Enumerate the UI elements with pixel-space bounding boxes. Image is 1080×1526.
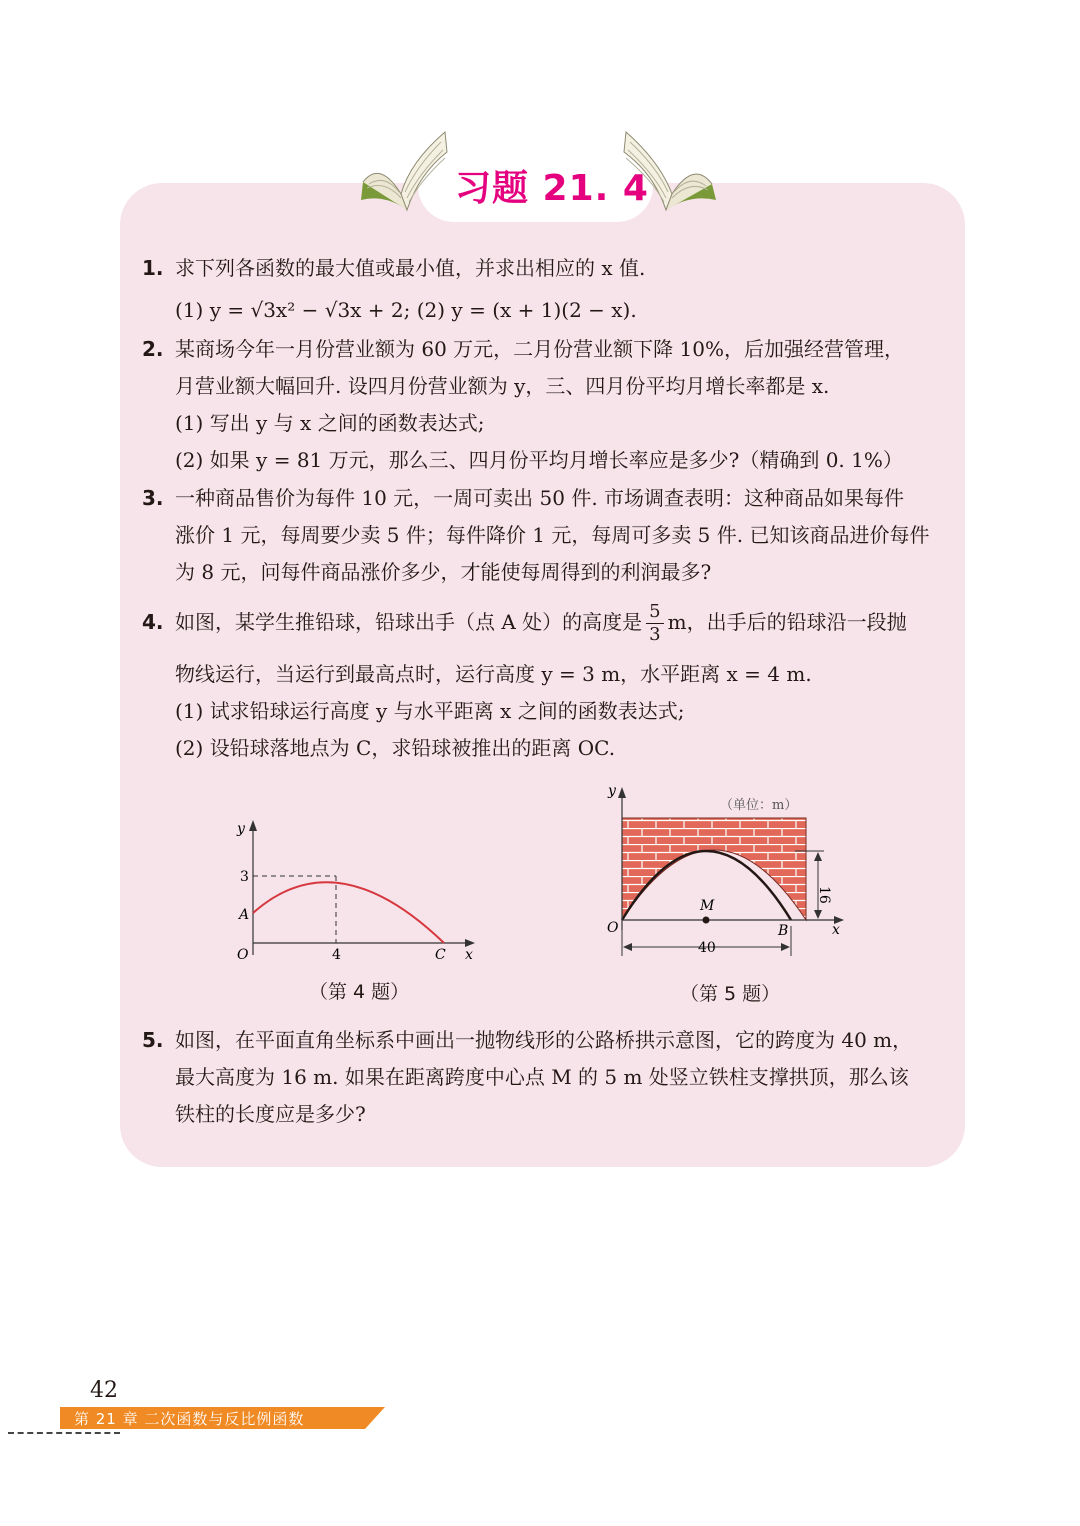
figure-4-caption: （第 4 题） [309, 981, 410, 1003]
exercise-title: 习题 21. 4 [455, 168, 649, 209]
point-m-label: M [700, 898, 715, 914]
span-arrow-right-icon [781, 943, 790, 951]
span-arrow-left-icon [623, 943, 632, 951]
origin-label: O [607, 920, 619, 936]
problem-number: 2. [142, 337, 164, 361]
dotted-divider [8, 1432, 120, 1434]
figure-4-diagram [225, 815, 485, 965]
y-axis-label: y [237, 821, 245, 837]
fraction-numerator: 5 [646, 601, 663, 624]
span-label: 40 [698, 940, 716, 956]
y-axis-arrow-icon [618, 787, 626, 798]
problem-number: 4. [142, 610, 164, 634]
problem-4-text: m，出手后的铅球沿一段抛 [667, 610, 907, 634]
trajectory-curve [253, 882, 444, 943]
problem-4-line [175, 596, 907, 648]
figure-5-diagram [600, 780, 860, 965]
height-arrow-up-icon [814, 852, 822, 861]
y-axis-arrow-icon [249, 820, 257, 831]
figure-5-caption: （第 5 题） [680, 983, 781, 1005]
height-label: 16 [816, 886, 832, 904]
problem-number: 1. [142, 256, 164, 280]
problem-4-part: (1) 试求铅球运行高度 y 与水平距离 x 之间的函数表达式; [175, 699, 685, 723]
problem-5-line: 铁柱的长度应是多少? [175, 1102, 366, 1126]
problem-number: 5. [142, 1028, 164, 1052]
problem-4-line: 物线运行，当运行到最高点时，运行高度 y = 3 m，水平距离 x = 4 m. [175, 662, 812, 686]
problem-3-line: 涨价 1 元，每周要少卖 5 件；每件降价 1 元，每周可多卖 5 件. 已知该商品进价每件 [175, 523, 930, 547]
problem-2-line: 某商场今年一月份营业额为 60 万元，二月份营业额下降 10%，后加强经营管理， [175, 337, 904, 361]
problem-1-stem: 求下列各函数的最大值或最小值，并求出相应的 x 值. [175, 256, 646, 280]
fraction [646, 601, 663, 646]
tick-label-y: 3 [240, 869, 249, 885]
tick-label-x: 4 [332, 947, 341, 963]
point-c-label: C [435, 947, 446, 963]
problem-2-part: (1) 写出 y 与 x 之间的函数表达式; [175, 411, 485, 435]
height-arrow-down-icon [814, 910, 822, 919]
point-b-label: B [778, 923, 789, 939]
page-number: 42 [90, 1378, 118, 1403]
problem-4-text: 如图，某学生推铅球，铅球出手（点 A 处）的高度是 [175, 610, 643, 634]
problem-4-part: (2) 设铅球落地点为 C，求铅球被推出的距离 OC. [175, 736, 616, 760]
point-m-dot [703, 917, 710, 924]
problem-3-line: 一种商品售价为每件 10 元，一周可卖出 50 件. 市场调查表明：这种商品如果每件 [175, 486, 905, 510]
problem-1-parts: (1) y = √3x² − √3x + 2; (2) y = (x + 1)(2 − x). [175, 298, 637, 322]
y-axis-label: y [608, 783, 616, 799]
open-book-left-icon [355, 122, 450, 217]
x-axis-arrow-icon [465, 939, 475, 947]
x-axis-label: x [832, 922, 840, 938]
chapter-title: 第 21 章 二次函数与反比例函数 [74, 1410, 305, 1428]
x-axis-label: x [465, 947, 473, 963]
problem-5-line: 如图，在平面直角坐标系中画出一抛物线形的公路桥拱示意图，它的跨度为 40 m， [175, 1028, 913, 1052]
origin-label: O [237, 947, 249, 963]
unit-label: （单位：m） [720, 798, 798, 813]
problem-2-line: 月营业额大幅回升. 设四月份营业额为 y，三、四月份平均月增长率都是 x. [175, 374, 830, 398]
problem-number: 3. [142, 486, 164, 510]
point-a-label: A [239, 907, 250, 923]
problem-3-line: 为 8 元，问每件商品涨价多少，才能使每周得到的利润最多? [175, 560, 712, 584]
problem-5-line: 最大高度为 16 m. 如果在距离跨度中心点 M 的 5 m 处竖立铁柱支撑拱顶，那么该 [175, 1065, 909, 1089]
fraction-denominator: 3 [649, 624, 661, 645]
problem-2-part: (2) 如果 y = 81 万元，那么三、四月份平均月增长率应是多少?（精确到 0. 1%） [175, 448, 903, 472]
